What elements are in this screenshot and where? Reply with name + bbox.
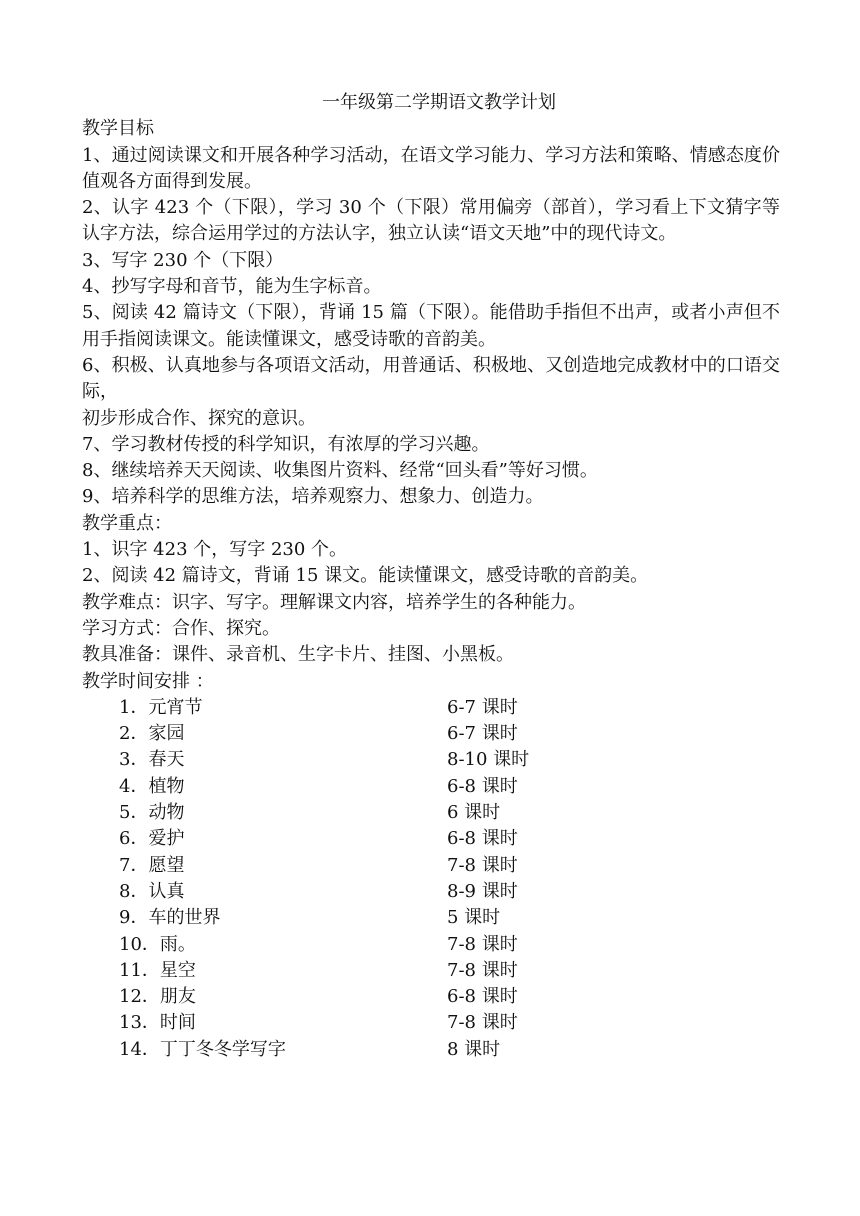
schedule-row — [82, 1010, 780, 1036]
unit-hours: 6-7 课时 — [447, 696, 518, 718]
objective-item: 1、通过阅读课文和开展各种学习活动，在语文学习能力、学习方法和策略、情感态度价值观各方面得到发展。 — [82, 144, 780, 192]
objective-item: 4、抄写字母和音节，能为生字标音。 — [82, 276, 382, 298]
unit-title: 雨。 — [159, 933, 196, 955]
unit-number: 5． — [119, 802, 149, 824]
schedule-heading: 教学时间安排 ： — [82, 670, 214, 692]
objectives-heading: 教学目标 — [82, 118, 154, 140]
unit-hours: 8-9 课时 — [447, 880, 518, 902]
keypoint-item: 2、阅读 42 篇诗文，背诵 15 课文。能读懂课文，感受诗歌的音韵美。 — [82, 565, 649, 587]
objective-item: 2、认字 423 个（下限），学习 30 个（下限）常用偏旁（部首），学习看上下文猜字等认字方法，综合运用学过的方法认字，独立认读“语文天地”中的现代诗文。 — [82, 197, 780, 245]
unit-title: 植物 — [148, 775, 185, 797]
unit-number: 2． — [119, 723, 149, 745]
objective-item: 8、继续培养天天阅读、收集图片资料、经常“回头看”等好习惯。 — [82, 460, 598, 482]
schedule-row — [82, 826, 780, 852]
unit-name — [82, 1010, 447, 1036]
unit-name — [82, 984, 447, 1010]
unit-hours: 5 课时 — [447, 907, 501, 929]
schedule-row — [82, 984, 780, 1010]
unit-hours: 7-8 课时 — [447, 933, 518, 955]
unit-title: 动物 — [148, 802, 185, 824]
unit-title: 时间 — [159, 1012, 196, 1034]
unit-number: 12． — [119, 986, 160, 1008]
unit-hours: 6-8 课时 — [447, 775, 518, 797]
unit-number: 9． — [119, 907, 149, 929]
unit-hours: 6-8 课时 — [447, 986, 518, 1008]
unit-number: 3． — [119, 749, 149, 771]
unit-name — [82, 695, 447, 721]
schedule-row — [82, 905, 780, 931]
unit-name — [82, 932, 447, 958]
unit-number: 1． — [119, 696, 149, 718]
unit-name — [82, 958, 447, 984]
objective-item: 7、学习教材传授的科学知识，有浓厚的学习兴趣。 — [82, 433, 490, 455]
unit-hours: 7-8 课时 — [447, 959, 518, 981]
schedule-row — [82, 932, 780, 958]
unit-title: 爱护 — [148, 828, 185, 850]
schedule-row — [82, 800, 780, 826]
difficulty-line: 教学难点：识字、写字。理解课文内容，培养学生的各种能力。 — [82, 591, 586, 613]
schedule-row — [82, 958, 780, 984]
unit-title: 朋友 — [159, 986, 196, 1008]
unit-number: 11． — [119, 959, 160, 981]
unit-name — [82, 853, 447, 879]
method-line: 学习方式：合作、探究。 — [82, 617, 280, 639]
unit-number: 14． — [119, 1038, 160, 1060]
schedule-row — [82, 721, 780, 747]
unit-name — [82, 826, 447, 852]
unit-title: 车的世界 — [148, 907, 221, 929]
schedule-row — [82, 853, 780, 879]
keypoints-heading: 教学重点： — [82, 512, 172, 534]
unit-title: 愿望 — [148, 854, 185, 876]
objective-item: 6、积极、认真地参与各项语文活动，用普通话、积极地、又创造地完成教材中的口语交际， — [82, 354, 780, 403]
schedule-list — [82, 695, 780, 1063]
unit-hours: 8 课时 — [447, 1038, 501, 1060]
unit-name — [82, 774, 447, 800]
objective-item: 5、阅读 42 篇诗文（下限），背诵 15 篇（下限）。能借助手指但不出声，或者小声但不用手指阅读课文。能读懂课文，感受诗歌的音韵美。 — [82, 302, 780, 350]
unit-hours: 7-8 课时 — [447, 1012, 518, 1034]
unit-name — [82, 721, 447, 747]
unit-number: 6． — [119, 828, 149, 850]
schedule-row — [82, 1037, 780, 1063]
objective-item: 9、培养科学的思维方法，培养观察力、想象力、创造力。 — [82, 486, 544, 508]
unit-title: 春天 — [148, 749, 185, 771]
unit-title: 元宵节 — [148, 696, 203, 718]
unit-number: 7． — [119, 854, 149, 876]
unit-number: 8． — [119, 880, 149, 902]
unit-name — [82, 879, 447, 905]
unit-number: 4． — [119, 775, 149, 797]
unit-title: 星空 — [159, 959, 196, 981]
unit-hours: 8-10 课时 — [447, 749, 530, 771]
unit-name — [82, 800, 447, 826]
objective-item: 3、写字 230 个（下限） — [82, 249, 284, 271]
schedule-row — [82, 747, 780, 773]
unit-title: 认真 — [148, 880, 185, 902]
unit-title: 家园 — [148, 723, 185, 745]
unit-hours: 7-8 课时 — [447, 854, 518, 876]
unit-number: 10． — [119, 933, 160, 955]
keypoint-item: 1、识字 423 个，写字 230 个。 — [82, 539, 348, 561]
document — [82, 90, 780, 1063]
unit-name — [82, 905, 447, 931]
unit-number: 13． — [119, 1012, 160, 1034]
page-title: 一年级第二学期语文教学计划 — [322, 92, 556, 113]
tools-line: 教具准备：课件、录音机、生字卡片、挂图、小黑板。 — [82, 644, 514, 666]
unit-title: 丁丁冬冬学写字 — [159, 1038, 286, 1060]
unit-hours: 6 课时 — [447, 802, 501, 824]
schedule-row — [82, 774, 780, 800]
unit-name — [82, 1037, 447, 1063]
schedule-row — [82, 879, 780, 905]
schedule-row — [82, 695, 780, 721]
unit-name — [82, 747, 447, 773]
unit-hours: 6-8 课时 — [447, 828, 518, 850]
unit-hours: 6-7 课时 — [447, 723, 518, 745]
objective-item: 初步形成合作、探究的意识。 — [82, 407, 316, 429]
